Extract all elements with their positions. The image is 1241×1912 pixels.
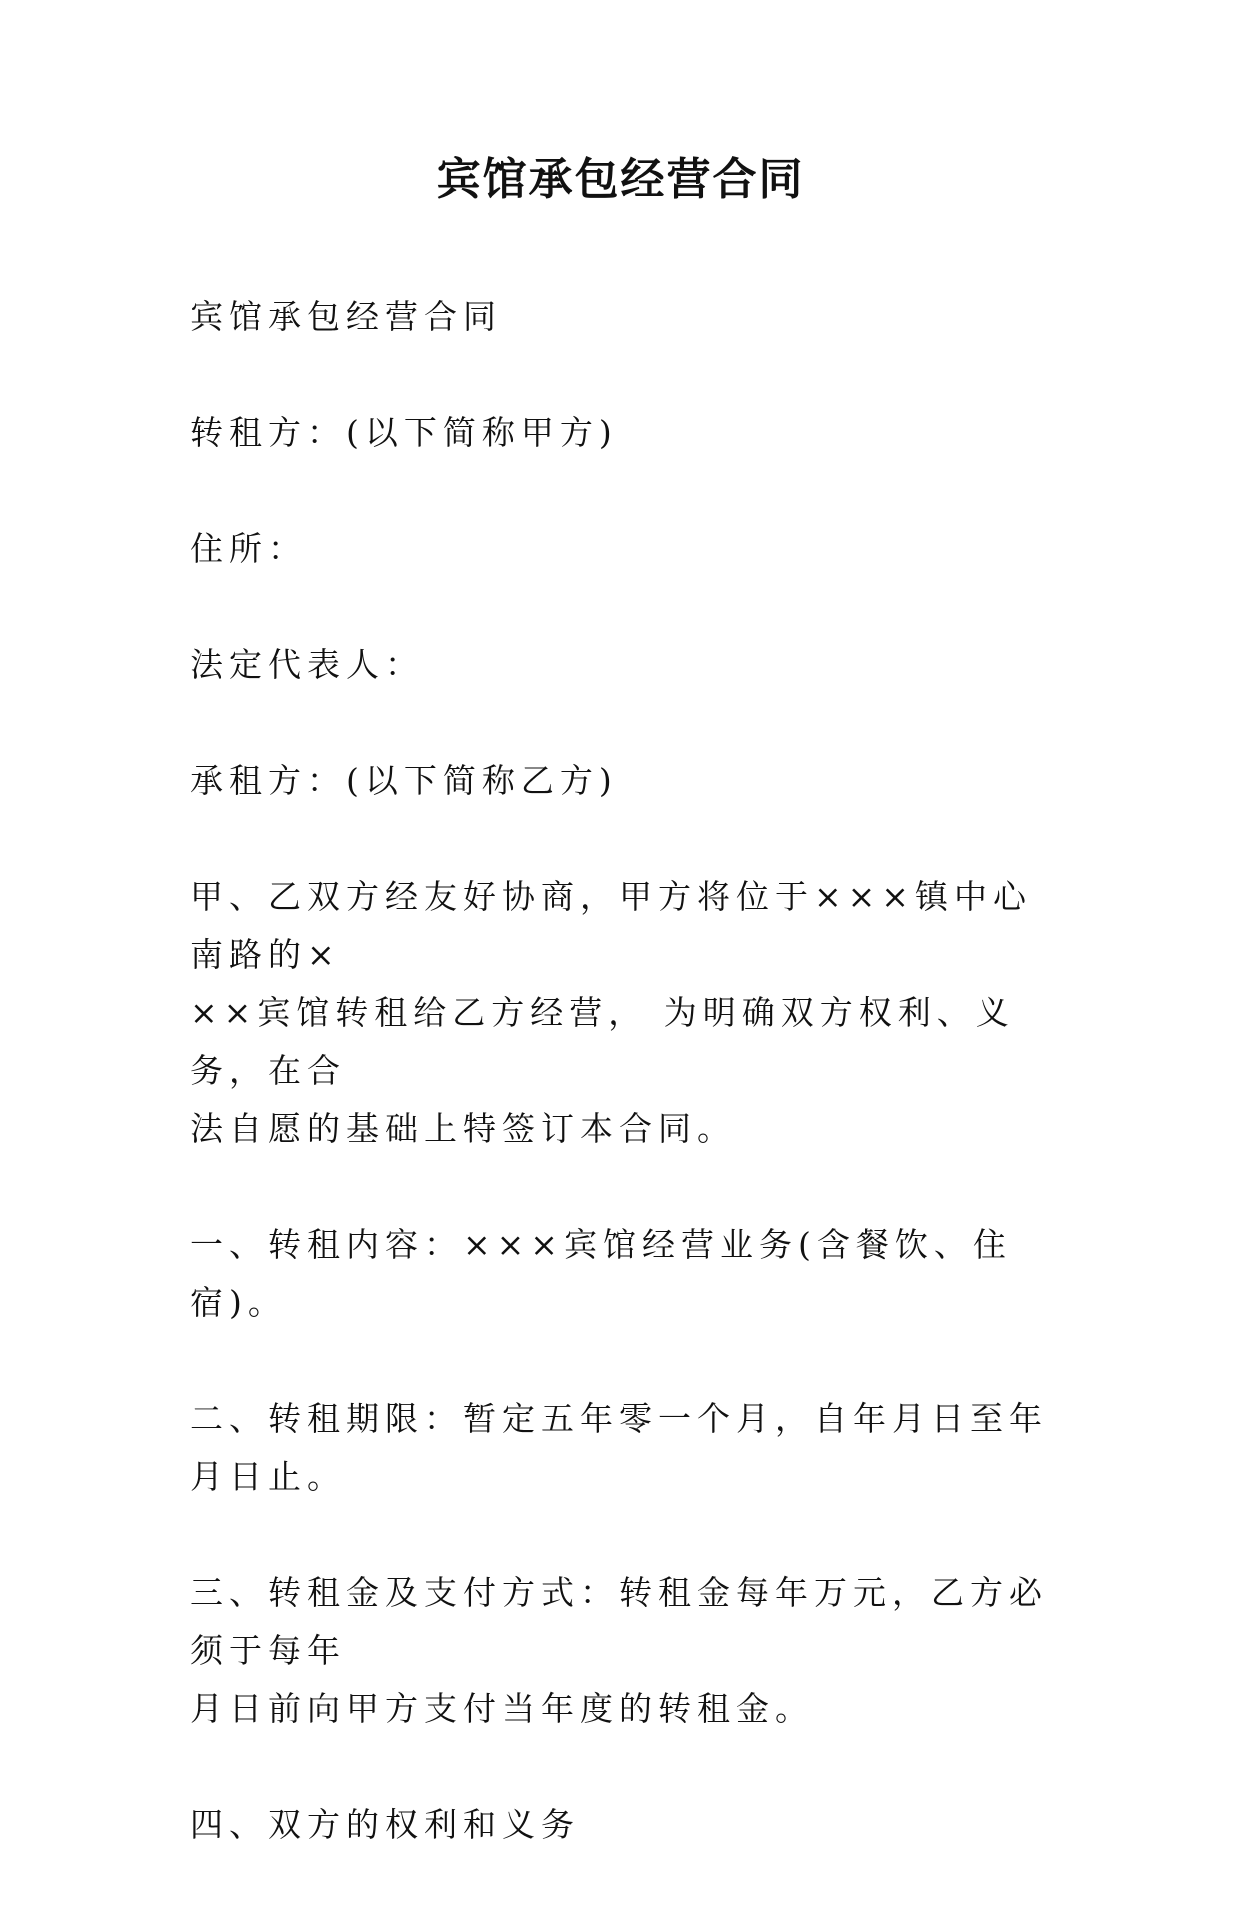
paragraph-line: 一、转租内容：×××宾馆经营业务(含餐饮、住宿)。 — [190, 1225, 1012, 1322]
document-title: 宾馆承包经营合同 — [436, 154, 805, 205]
paragraph-lessee — [190, 752, 1070, 810]
paragraph-line: 甲、乙双方经友好协商，甲方将位于×××镇中心南路的× — [190, 877, 1032, 974]
paragraph-line: 四、双方的权利和义务 — [190, 1805, 580, 1844]
paragraph-clause-4 — [190, 1796, 1070, 1854]
paragraph-legal-representative — [190, 636, 1070, 694]
paragraph-lessor — [190, 404, 1070, 462]
paragraph-line: 法定代表人： — [190, 645, 424, 684]
paragraph-preamble — [190, 868, 1070, 1158]
paragraph-line: 宾馆承包经营合同 — [190, 297, 502, 336]
paragraph-line: ××宾馆转租给乙方经营， 为明确双方权利、义务，在合 — [190, 993, 1015, 1090]
document-body — [190, 288, 1070, 1912]
paragraph-line: 承租方：(以下简称乙方) — [190, 761, 618, 800]
paragraph-line: 月日前向甲方支付当年度的转租金。 — [190, 1689, 814, 1728]
paragraph-clause-1 — [190, 1216, 1070, 1332]
paragraph-address — [190, 520, 1070, 578]
paragraph-line: 法自愿的基础上特签订本合同。 — [190, 1109, 736, 1148]
paragraph-line: 三、转租金及支付方式：转租金每年万元，乙方必须于每年 — [190, 1573, 1048, 1670]
paragraph-clause-3 — [190, 1564, 1070, 1738]
paragraph-line: 转租方：(以下简称甲方) — [190, 413, 618, 452]
paragraph-clause-2 — [190, 1390, 1070, 1506]
paragraph-line: 二、转租期限：暂定五年零一个月，自年月日至年月日止。 — [190, 1399, 1048, 1496]
paragraph-heading-repeat — [190, 288, 1070, 346]
paragraph-line: 住所： — [190, 529, 307, 568]
